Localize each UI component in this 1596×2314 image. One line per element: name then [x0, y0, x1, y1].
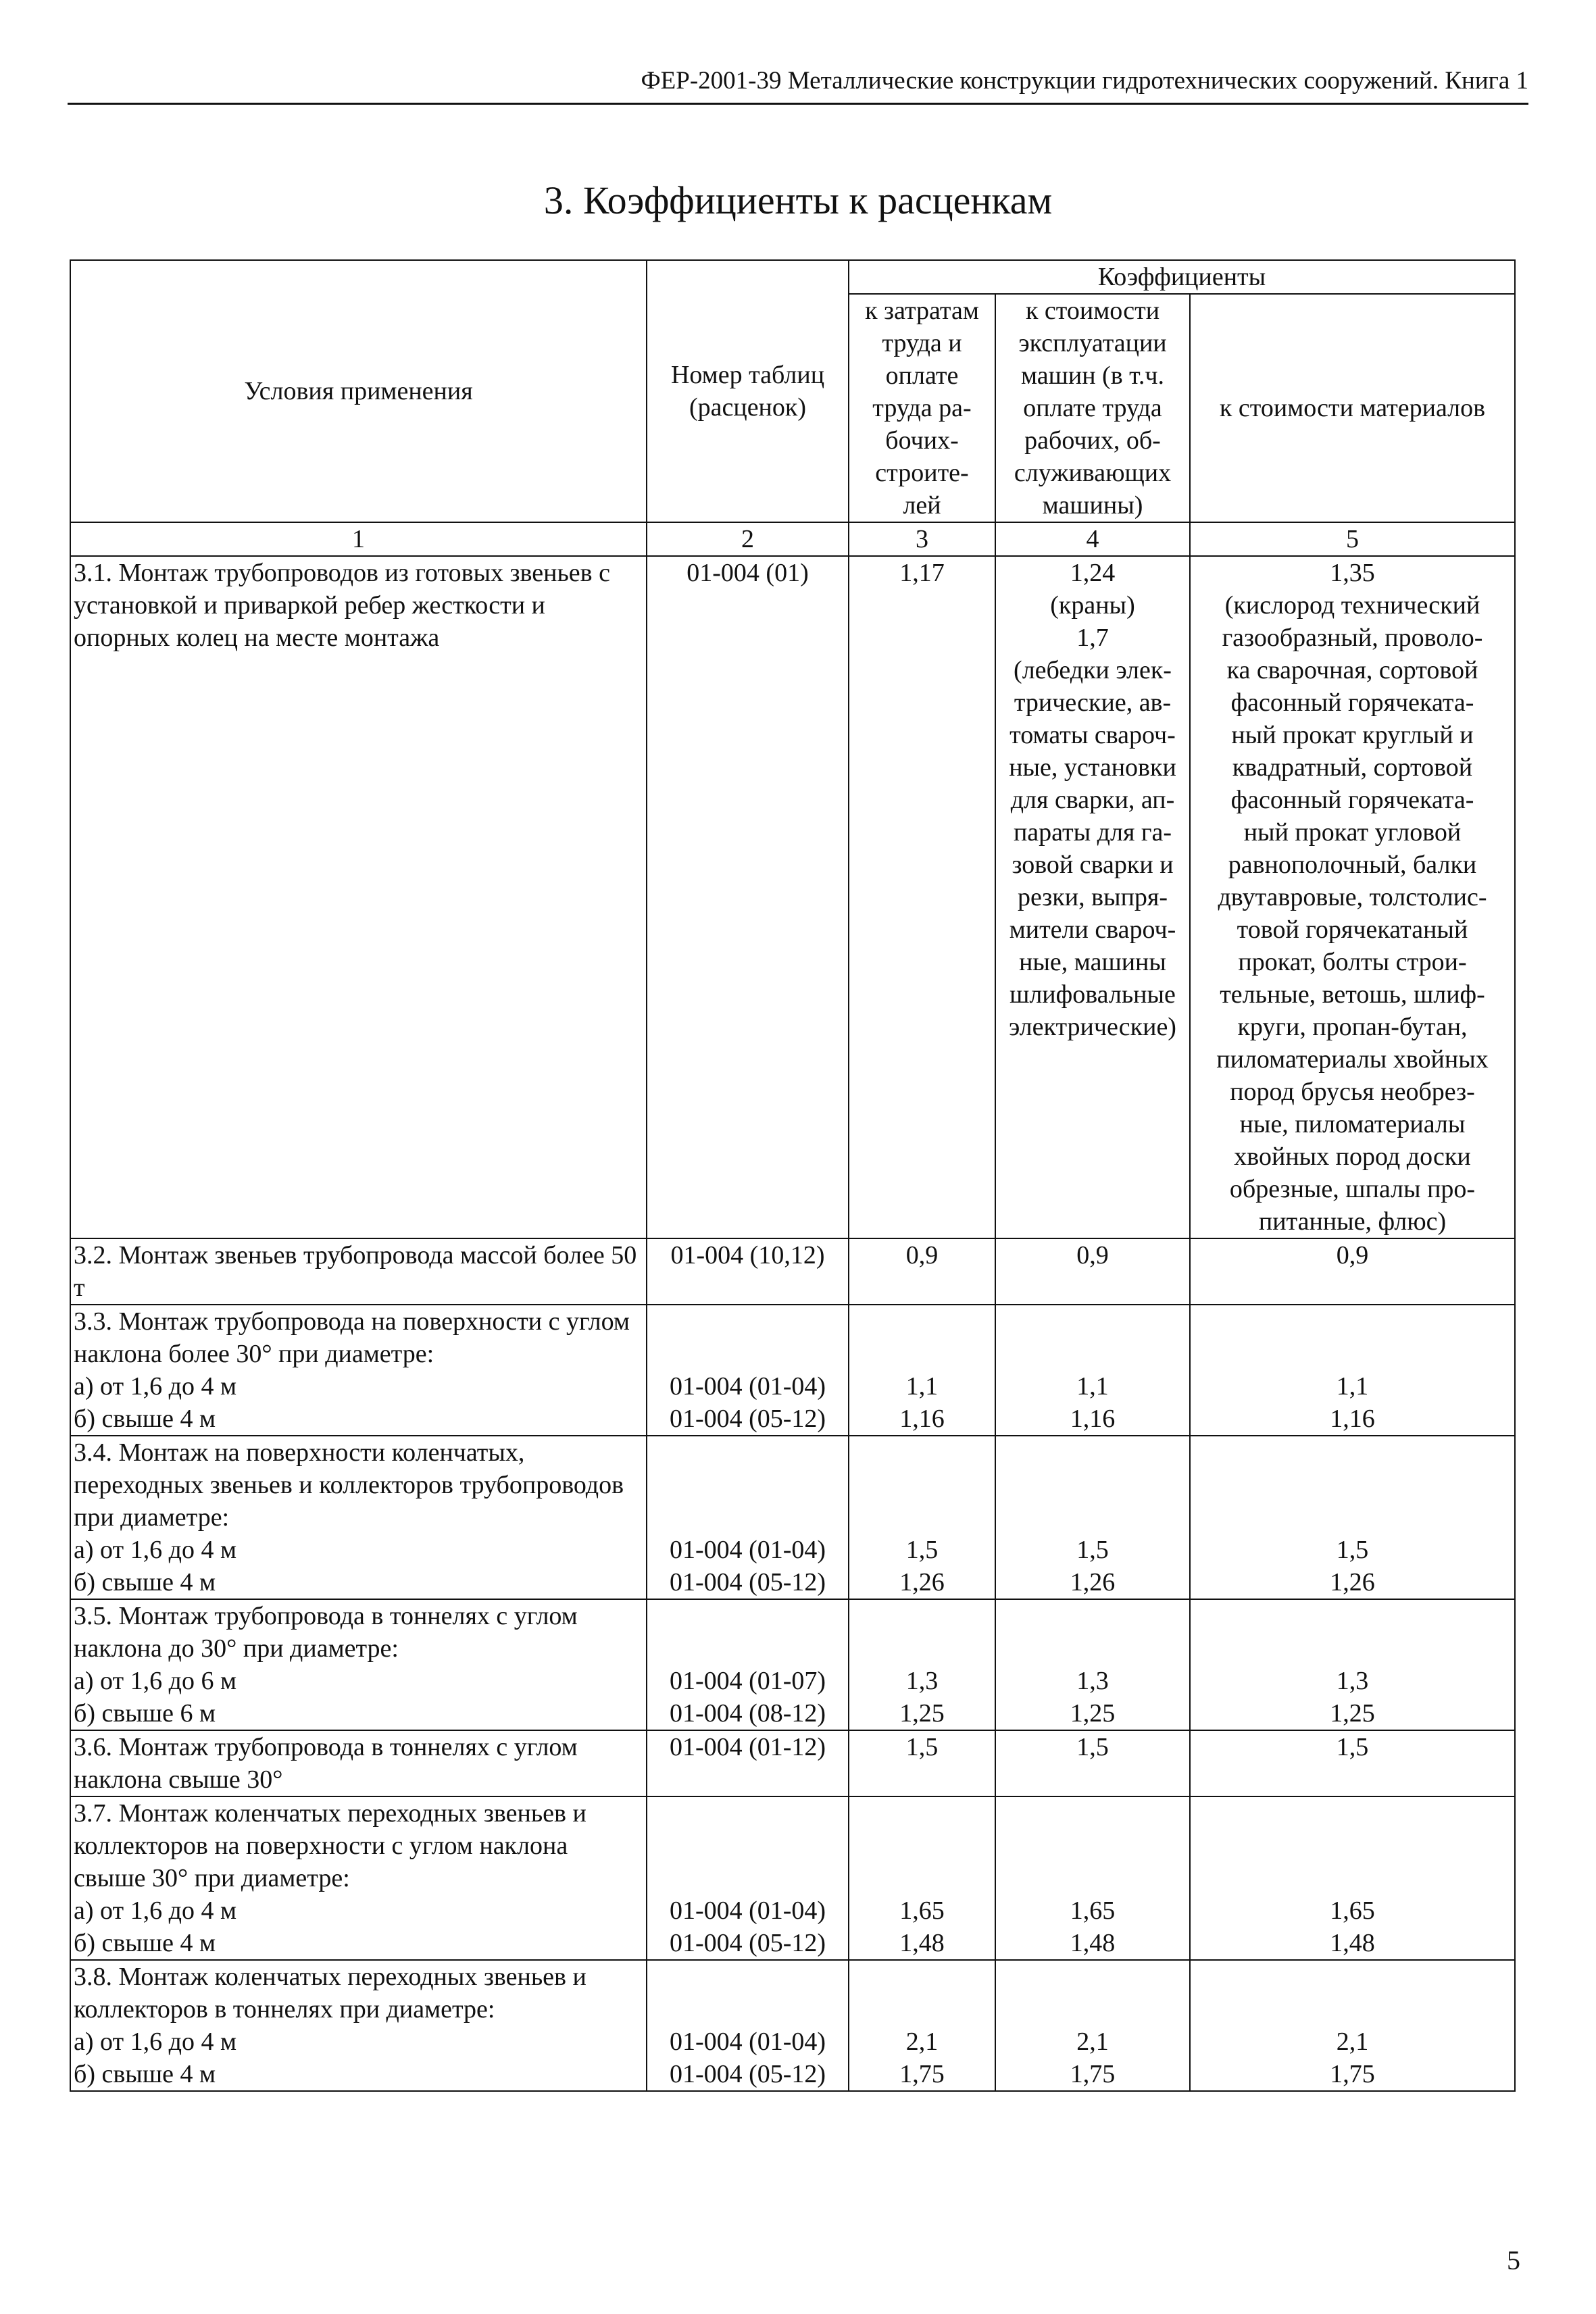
section-title: 3. Коэффициенты к расценкам [543, 178, 1053, 222]
table-number: 01-004 (05-12) [669, 2060, 826, 2088]
condition-option: а) от 1,6 до 4 м [74, 2028, 237, 2056]
labor-coef: 1,75 [899, 2060, 945, 2088]
labor-coef: 1,1 [905, 1372, 939, 1401]
table-number-cell [647, 1436, 849, 1599]
condition-cell: 3.1. Монтаж трубопроводов из готовых звеньев с установкой и приваркой ребер жесткости и опорных колец на месте монтажа [70, 556, 647, 1238]
running-header: ФЕР-2001-39 Металлические конструкции гидротехнических сооружений. Книга 1 [68, 65, 1528, 105]
material-coef-cell [1190, 1436, 1515, 1599]
labor-coef: 1,65 [899, 1896, 945, 1925]
material-coef: 1,5 [1336, 1536, 1369, 1564]
machine-coef-cell [995, 1599, 1190, 1730]
material-coef-cell [1190, 1960, 1515, 2091]
column-number: 2 [647, 522, 849, 556]
machine-coef: 1,3 [1076, 1667, 1109, 1695]
material-coef: 1,3 [1336, 1667, 1369, 1695]
material-coef: 2,1 [1336, 2028, 1369, 2056]
column-number: 5 [1190, 522, 1515, 556]
table-number: 01-004 (05-12) [669, 1929, 826, 1957]
material-coef: 1,75 [1330, 2060, 1375, 2088]
header-labor: к затратам труда и оплате труда ра- бочих- строите- лей [849, 294, 995, 522]
table-number-cell [647, 1305, 849, 1436]
condition-option: б) свыше 6 м [74, 1699, 216, 1728]
table-number: 01-004 (01-04) [669, 1896, 826, 1925]
labor-coef: 2,1 [905, 2028, 939, 2056]
table-row [70, 1960, 1515, 2091]
table-number-cell [647, 1796, 849, 1960]
material-coef: 1,16 [1330, 1405, 1375, 1433]
table-number: 01-004 (01-04) [669, 1372, 826, 1401]
condition-option: а) от 1,6 до 4 м [74, 1536, 237, 1564]
table-number: 01-004 (08-12) [669, 1699, 826, 1728]
table-number: 01-004 (01-07) [669, 1667, 826, 1695]
condition-cell [70, 1305, 647, 1436]
machine-coef: 1,5 [1076, 1536, 1109, 1564]
column-number: 3 [849, 522, 995, 556]
machine-coef: 2,1 [1076, 2028, 1109, 2056]
column-numbers-row [70, 522, 1515, 556]
labor-coef-cell: 1,17 [849, 556, 995, 1238]
table-number: 01-004 (01-04) [669, 1536, 826, 1564]
table-number-cell [647, 1960, 849, 2091]
coefficients-table [70, 259, 1516, 2092]
condition-title: 3.8. Монтаж коленчатых переходных звеньев и коллекторов в тоннелях при диаметре: [74, 1963, 587, 2023]
material-coef-cell: 1,5 [1190, 1730, 1515, 1796]
labor-coef-cell [849, 1305, 995, 1436]
table-number-cell [647, 1599, 849, 1730]
labor-coef-cell: 1,5 [849, 1730, 995, 1796]
labor-coef: 1,3 [905, 1667, 939, 1695]
header-row [70, 260, 1515, 294]
labor-coef: 1,5 [905, 1536, 939, 1564]
material-coef: 1,25 [1330, 1699, 1375, 1728]
material-coef-cell: 0,9 [1190, 1238, 1515, 1305]
condition-option: б) свыше 4 м [74, 1929, 216, 1957]
machine-coef-cell [995, 1436, 1190, 1599]
table-number-cell: 01-004 (01) [647, 556, 849, 1238]
material-coef-cell [1190, 1305, 1515, 1436]
material-coef: 1,1 [1336, 1372, 1369, 1401]
table-number-cell: 01-004 (10,12) [647, 1238, 849, 1305]
labor-coef-cell [849, 1960, 995, 2091]
machine-coef: 1,26 [1070, 1568, 1116, 1596]
machine-coef: 1,1 [1076, 1372, 1109, 1401]
condition-option: а) от 1,6 до 6 м [74, 1667, 237, 1695]
machine-coef: 1,25 [1070, 1699, 1116, 1728]
machine-coef-cell: 0,9 [995, 1238, 1190, 1305]
condition-option: б) свыше 4 м [74, 2060, 216, 2088]
machine-coef-cell [995, 1796, 1190, 1960]
condition-cell: 3.2. Монтаж звеньев трубопровода массой более 50 т [70, 1238, 647, 1305]
table-row [70, 556, 1515, 1238]
table-number: 01-004 (01-04) [669, 2028, 826, 2056]
machine-coef: 1,16 [1070, 1405, 1116, 1433]
labor-coef: 1,16 [899, 1405, 945, 1433]
table-number: 01-004 (05-12) [669, 1405, 826, 1433]
labor-coef-cell: 0,9 [849, 1238, 995, 1305]
material-coef: 1,65 [1330, 1896, 1375, 1925]
material-coef: 1,26 [1330, 1568, 1375, 1596]
machine-coef-cell: 1,24 (краны) 1,7 (лебедки элек- трические, ав- томаты свароч- ные, установки для сварки, ап- параты для га- зовой сварки и резки, выпря- мители свароч- ные, машины шлифовальные электрические) [995, 556, 1190, 1238]
page-number: 5 [1507, 2245, 1520, 2275]
labor-coef-cell [849, 1599, 995, 1730]
machine-coef-cell [995, 1305, 1190, 1436]
header-materials: к стоимости материалов [1190, 294, 1515, 522]
header-machines: к стоимости эксплуатации машин (в т.ч. оплате труда рабочих, об- служивающих машины) [995, 294, 1190, 522]
table-row [70, 1436, 1515, 1599]
header-table-number: Номер таблиц (расценок) [647, 260, 849, 522]
labor-coef: 1,25 [899, 1699, 945, 1728]
header-conditions: Условия применения [70, 260, 647, 522]
header-coefficients: Коэффициенты [849, 260, 1515, 294]
table-row [70, 1599, 1515, 1730]
condition-option: б) свыше 4 м [74, 1405, 216, 1433]
machine-coef: 1,48 [1070, 1929, 1116, 1957]
machine-coef: 1,75 [1070, 2060, 1116, 2088]
condition-option: а) от 1,6 до 4 м [74, 1372, 237, 1401]
material-coef: 1,48 [1330, 1929, 1375, 1957]
material-coef-cell [1190, 1796, 1515, 1960]
material-coef-cell [1190, 1599, 1515, 1730]
condition-title: 3.7. Монтаж коленчатых переходных звеньев и коллекторов на поверхности с углом наклона свыше 30° при диаметре: [74, 1799, 587, 1892]
condition-cell [70, 1960, 647, 2091]
table-row [70, 1730, 1515, 1796]
labor-coef: 1,26 [899, 1568, 945, 1596]
condition-title: 3.4. Монтаж на поверхности коленчатых, переходных звеньев и коллекторов трубопроводов при диаметре: [74, 1438, 624, 1532]
condition-cell [70, 1796, 647, 1960]
condition-cell: 3.6. Монтаж трубопровода в тоннелях с углом наклона свыше 30° [70, 1730, 647, 1796]
column-number: 1 [70, 522, 647, 556]
table-row [70, 1305, 1515, 1436]
machine-coef-cell [995, 1960, 1190, 2091]
labor-coef: 1,48 [899, 1929, 945, 1957]
table-row [70, 1238, 1515, 1305]
labor-coef-cell [849, 1436, 995, 1599]
material-coef-cell: 1,35 (кислород технический газообразный, проволо- ка сварочная, сортовой фасонный горячеката- ный прокат круглый и квадратный, сортовой фасонный горячеката- ный прокат угловой равнополочный, балки двутавровые, толстолис- товой горячекатаный прокат, болты строи- тельные, ветошь, шлиф- круги, пропан-бутан, пиломатериалы хвойных пород брусья необрез- ные, пиломатериалы хвойных пород доски обрезные, шпалы про- питанные, флюс) [1190, 556, 1515, 1238]
condition-title: 3.5. Монтаж трубопровода в тоннелях с углом наклона до 30° при диаметре: [74, 1602, 578, 1663]
condition-option: а) от 1,6 до 4 м [74, 1896, 237, 1925]
table-number-cell: 01-004 (01-12) [647, 1730, 849, 1796]
machine-coef: 1,65 [1070, 1896, 1116, 1925]
table-number: 01-004 (05-12) [669, 1568, 826, 1596]
condition-cell [70, 1436, 647, 1599]
labor-coef-cell [849, 1796, 995, 1960]
machine-coef-cell: 1,5 [995, 1730, 1190, 1796]
condition-cell [70, 1599, 647, 1730]
condition-title: 3.3. Монтаж трубопровода на поверхности с углом наклона более 30° при диаметре: [74, 1307, 630, 1368]
table-row [70, 1796, 1515, 1960]
condition-option: б) свыше 4 м [74, 1568, 216, 1596]
column-number: 4 [995, 522, 1190, 556]
